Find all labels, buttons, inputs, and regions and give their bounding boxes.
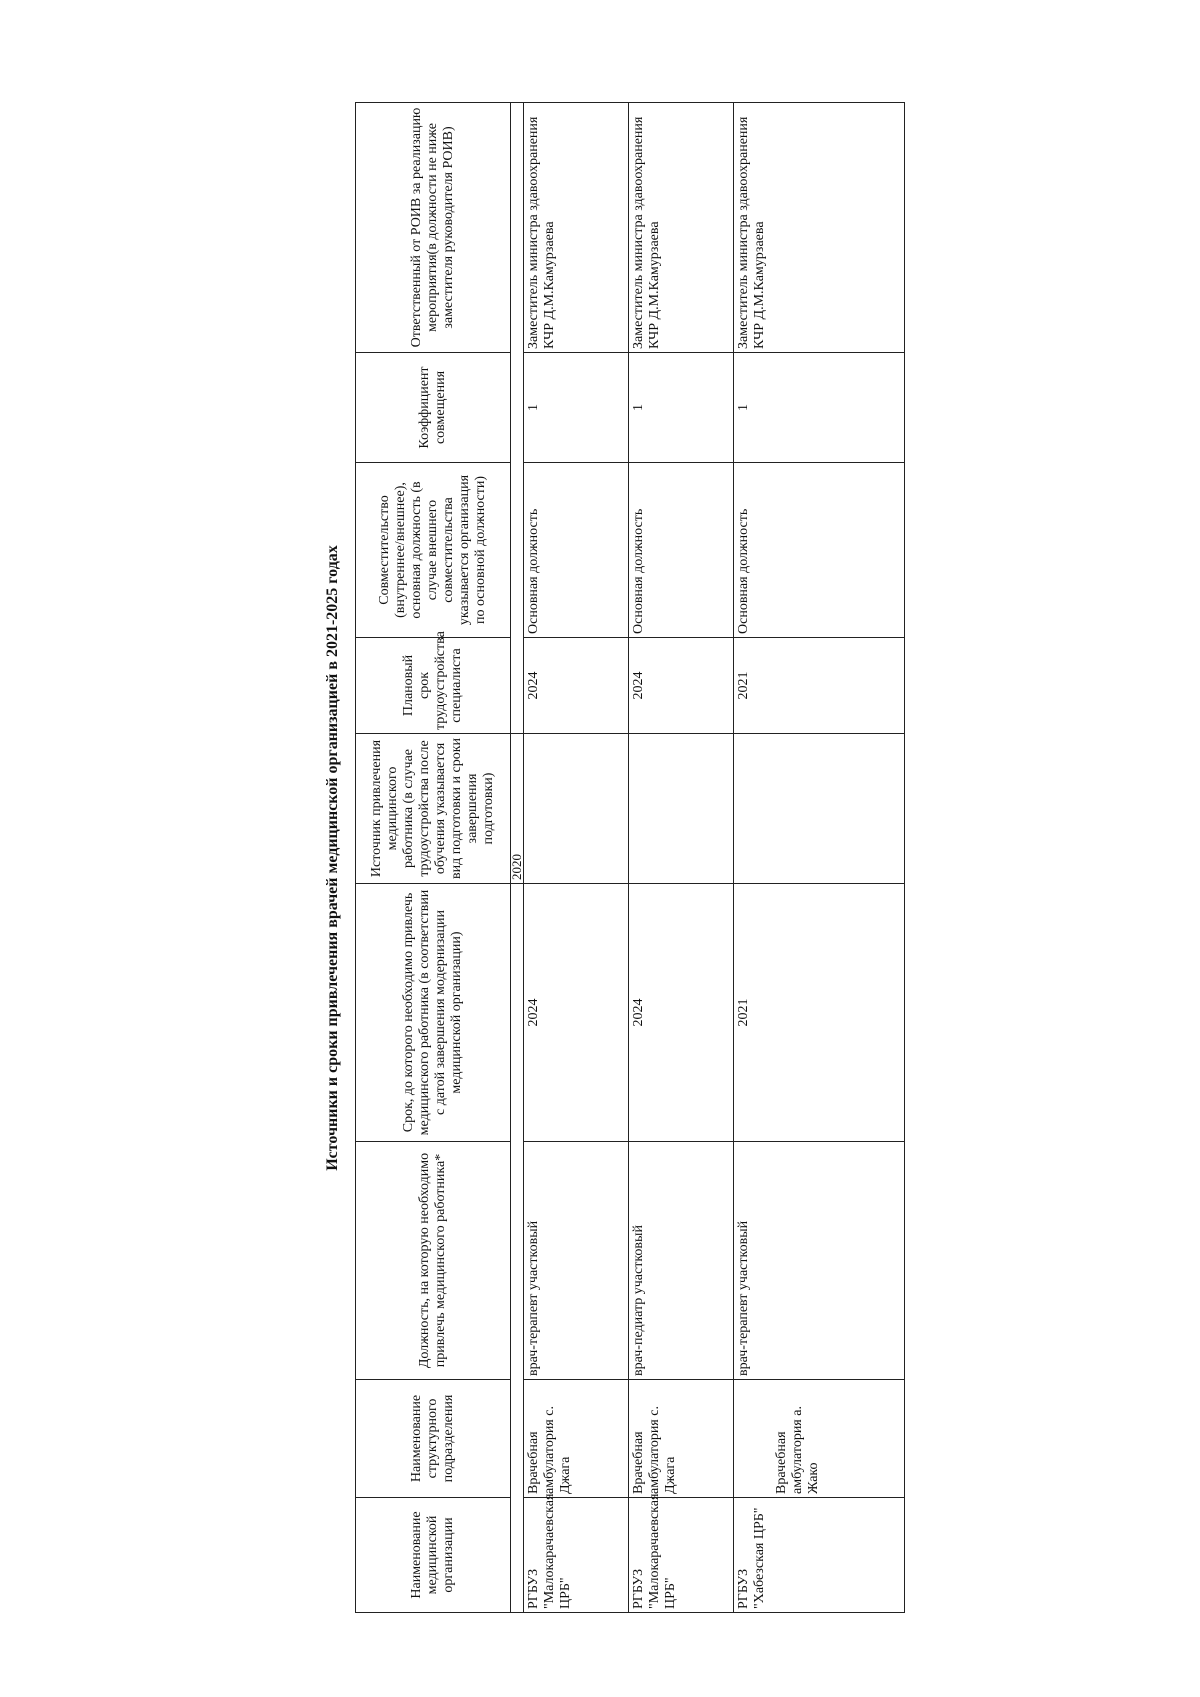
position-name: врач-терапевт участковый [524, 1142, 629, 1380]
deadline-value: 2024 [524, 884, 629, 1142]
table-row [524, 103, 629, 1613]
deadline-value: 2021 [734, 884, 905, 1142]
header-org: Наименование медицинской организации [356, 1498, 511, 1613]
unit-name: Врачебная амбулатория с. Джага [629, 1380, 734, 1498]
responsible-value: Заместитель министра здавоохранения КЧР Д.М.Камурзаева [734, 103, 905, 353]
org-name: РГБУЗ "Малокарачаевская ЦРБ" [524, 1498, 629, 1613]
responsible-value: Заместитель министра здавоохранения КЧР Д.М.Камурзаева [524, 103, 629, 353]
document-title: Источники и сроки привлечения врачей медицинской организацией в 2021-2025 годах [324, 545, 341, 1171]
year-label: 2020 [511, 734, 524, 884]
header-combination: Совместительство (внутреннее/внешнее), основная должность (в случае внешнего совместительства указывается организация по основной должности) [356, 463, 511, 638]
header-source: Источник привлечения медицинского работника (в случае трудоустройства после обучения указывается вид подготовки и сроки завершения подготовки) [356, 734, 511, 884]
source-value [734, 734, 905, 884]
unit-name: Врачебная амбулатория с. Джага [524, 1380, 629, 1498]
org-name: РГБУЗ "Хабезская ЦРБ" [734, 1498, 905, 1613]
doctors-table [355, 102, 905, 1613]
unit-name: Врачебная амбулатория а. Жако [734, 1380, 905, 1498]
header-responsible: Ответственный от РОИВ за реализацию мероприятия(в должности не ниже заместителя руководителя РОИВ) [356, 103, 511, 353]
header-coefficient: Коэффициент совмещения [356, 353, 511, 463]
header-deadline: Срок, до которого необходимо привлечь медицинского работника (в соответствии с датой завершения модернизации медицинской организации) [356, 884, 511, 1142]
combination-value: Основная должность [734, 463, 905, 638]
org-name: РГБУЗ "Малокарачаевская ЦРБ" [629, 1498, 734, 1613]
source-value [524, 734, 629, 884]
combination-value: Основная должность [629, 463, 734, 638]
position-name: врач-педиатр участковый [629, 1142, 734, 1380]
rotated-document [315, 103, 885, 1613]
planned-value: 2021 [734, 638, 905, 734]
coefficient-value: 1 [629, 353, 734, 463]
header-row [356, 103, 511, 1613]
responsible-value: Заместитель министра здавоохранения КЧР Д.М.Камурзаева [629, 103, 734, 353]
coefficient-value: 1 [734, 353, 905, 463]
coefficient-value: 1 [524, 353, 629, 463]
header-position: Должность, на которую необходимо привлечь медицинского работника* [356, 1142, 511, 1380]
source-value [629, 734, 734, 884]
combination-value: Основная должность [524, 463, 629, 638]
planned-value: 2024 [524, 638, 629, 734]
year-row [511, 103, 524, 1613]
header-unit: Наименование структурного подразделения [356, 1380, 511, 1498]
table-row [629, 103, 734, 1613]
planned-value: 2024 [629, 638, 734, 734]
table-row [734, 103, 905, 1613]
header-planned: Плановый срок трудоустройства специалиста [356, 638, 511, 734]
deadline-value: 2024 [629, 884, 734, 1142]
position-name: врач-терапевт участковый [734, 1142, 905, 1380]
